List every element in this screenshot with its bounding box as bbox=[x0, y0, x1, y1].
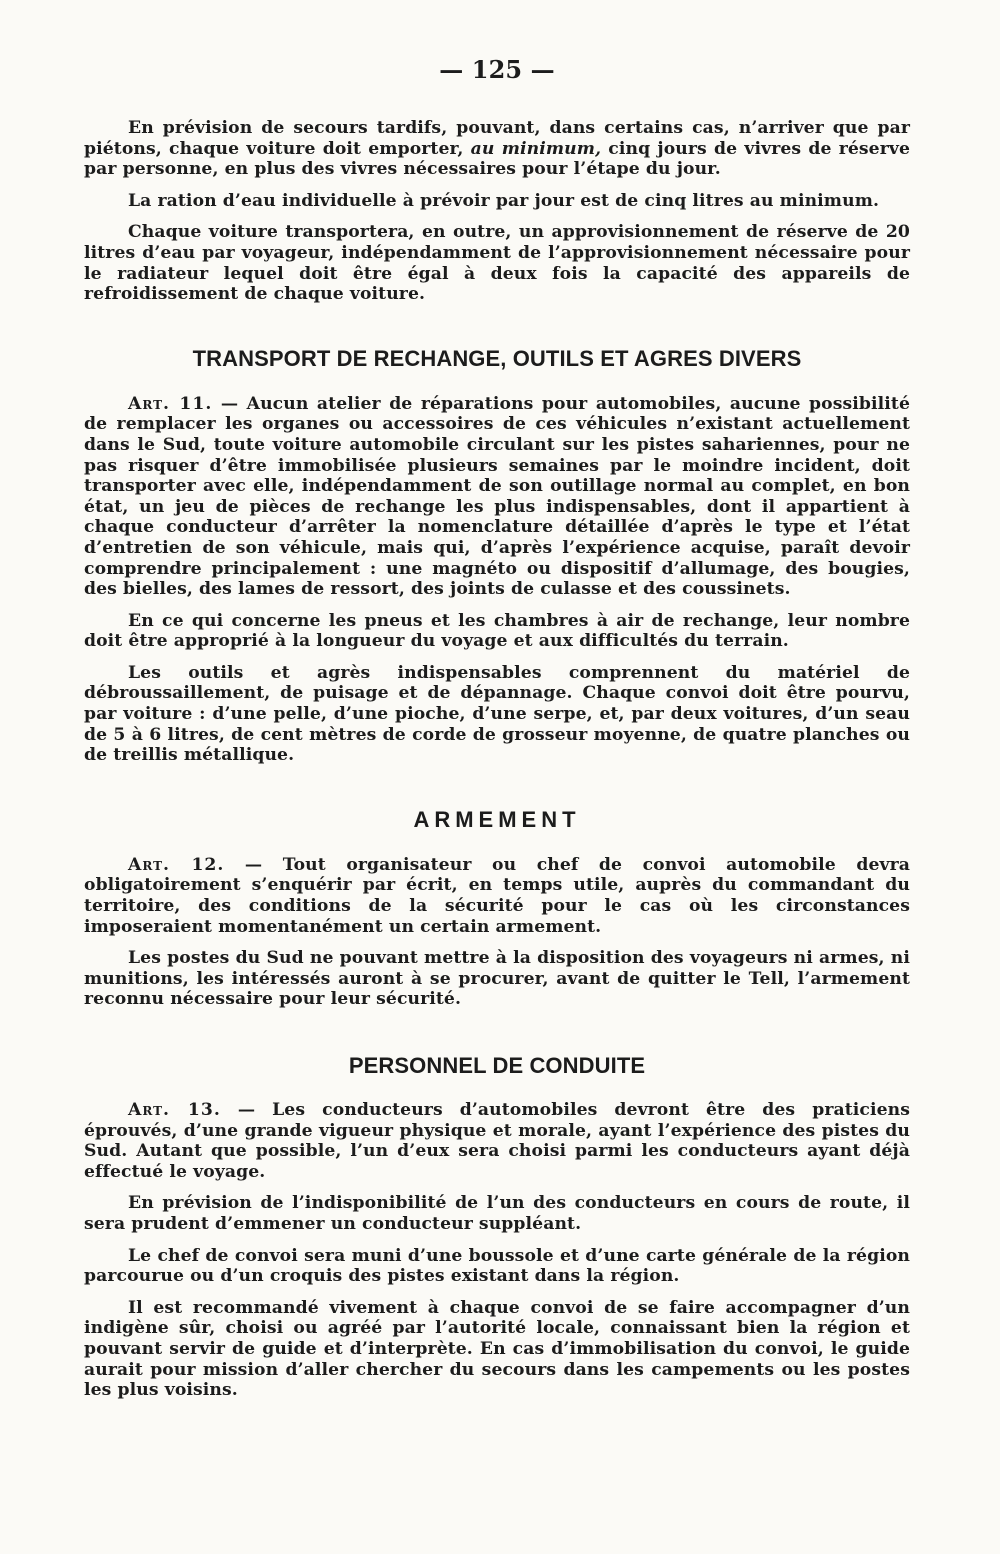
intro-p1-emphasis: au minimum, bbox=[470, 138, 602, 159]
article-11-paragraph-1 bbox=[84, 394, 910, 600]
article-12-text: — Tout organisateur ou chef de convoi automobile devra obligatoirement s’enquérir par écrit, en temps utile, auprès du commandant du territoire, des conditions de la sécurité pour le cas où les circonstances imposeraient momentanément un certain armement. bbox=[84, 854, 910, 937]
article-11-paragraph-2: En ce qui concerne les pneus et les chambres à air de rechange, leur nombre doit être approprié à la longueur du voyage et aux difficultés du terrain. bbox=[84, 610, 910, 652]
intro-section bbox=[84, 118, 910, 305]
transport-section bbox=[84, 345, 910, 766]
intro-p1-before: En prévision de secours tardifs, pouvant, dans certains cas, n’arriver que par piétons, chaque voiture doit emporter, bbox=[84, 118, 910, 159]
article-12-paragraph-1 bbox=[84, 855, 910, 937]
article-11-text: — Aucun atelier de réparations pour automobiles, aucune possibilité de remplacer les organes ou accessoires de ces véhicules n’existant actuellement dans le Sud, toute voiture automobile circulant sur les pistes sahariennes, pour ne pas risquer d’être immobilisée plusieurs semaines par le moindre incident, doit transporter avec elle, indépendamment de son outillage normal au complet, en bon état, un jeu de pièces de rechange les plus indispensables, dont il appartient à chaque conducteur d’arrêter la nomenclature détaillée d’après le type et l’état d’entretien de son véhicule, mais qui, d’après l’expérience acquise, paraît devoir comprendre principalement : une magnéto ou dispositif d’allumage, des bougies, des bielles, des lames de ressort, des joints de culasse et des coussinets. bbox=[84, 393, 910, 600]
article-13-paragraph-2: En prévision de l’indisponibilité de l’un des conducteurs en cours de route, il sera prudent d’emmener un conducteur suppléant. bbox=[84, 1193, 910, 1234]
page-number: — 125 — bbox=[439, 55, 555, 84]
article-11-paragraph-3: Les outils et agrès indispensables comprennent du matériel de débroussaillement, de puisage et de dépannage. Chaque convoi doit être pourvu, par voiture : d’une pelle, d’une pioche, d’une serpe, et, par deux voitures, d’un seau de 5 à 6 litres, de cent mètres de corde de grosseur moyenne, de quatre planches ou de treillis métallique. bbox=[84, 662, 910, 766]
article-13-paragraph-4: Il est recommandé vivement à chaque convoi de se faire accompagner d’un indigène sûr, choisi ou agréé par l’autorité locale, connaissant bien la région et pouvant servir de guide et d’interprète. En cas d’immobilisation du convoi, le guide aurait pour mission d’aller chercher du secours dans les campements ou les postes les plus voisins. bbox=[84, 1297, 910, 1401]
section-title-armement: ARMEMENT bbox=[413, 806, 581, 832]
intro-p1-after: cinq jours de vivres de réserve par personne, en plus des vivres nécessaires pour l’étape du jour. bbox=[84, 138, 910, 180]
section-title-transport: TRANSPORT DE RECHANGE, OUTILS ET AGRES DIVERS bbox=[192, 345, 802, 371]
article-12-paragraph-2: Les postes du Sud ne pouvant mettre à la disposition des voyageurs ni armes, ni munitions, les intéressés auront à se procurer, avant de quitter le Tell, l’armement reconnu nécessaire pour leur sécurité. bbox=[84, 948, 910, 1010]
intro-paragraph-3: Chaque voiture transportera, en outre, un approvisionnement de réserve de 20 litres d’eau par voyageur, indépendamment de l’approvisionnement nécessaire pour le radiateur lequel doit être égal à deux fois la capacité des appareils de refroidissement de chaque voiture. bbox=[84, 222, 910, 305]
personnel-section bbox=[84, 1052, 910, 1401]
document-page bbox=[84, 52, 910, 1412]
intro-paragraph-1 bbox=[84, 118, 910, 180]
article-12-label: Art. 12. bbox=[128, 854, 225, 875]
article-13-text: — Les conducteurs d’automobiles devront être des praticiens éprouvés, d’une grande vigueur physique et morale, ayant l’expérience des pistes du Sud. Autant que possible, l’un d’eux sera choisi parmi les conducteurs ayant déjà effectué le voyage. bbox=[84, 1100, 910, 1182]
article-13-paragraph-3: Le chef de convoi sera muni d’une boussole et d’une carte générale de la région parcourue ou d’un croquis des pistes existant dans la région. bbox=[84, 1245, 910, 1287]
article-13-paragraph-1 bbox=[84, 1100, 910, 1182]
article-13-label: Art. 13. bbox=[128, 1100, 221, 1120]
article-11-label: Art. 11. bbox=[128, 393, 213, 414]
intro-paragraph-2: La ration d’eau individuelle à prévoir par jour est de cinq litres au minimum. bbox=[128, 190, 880, 211]
armement-section bbox=[84, 806, 910, 1010]
section-title-personnel: PERSONNEL DE CONDUITE bbox=[348, 1053, 646, 1078]
